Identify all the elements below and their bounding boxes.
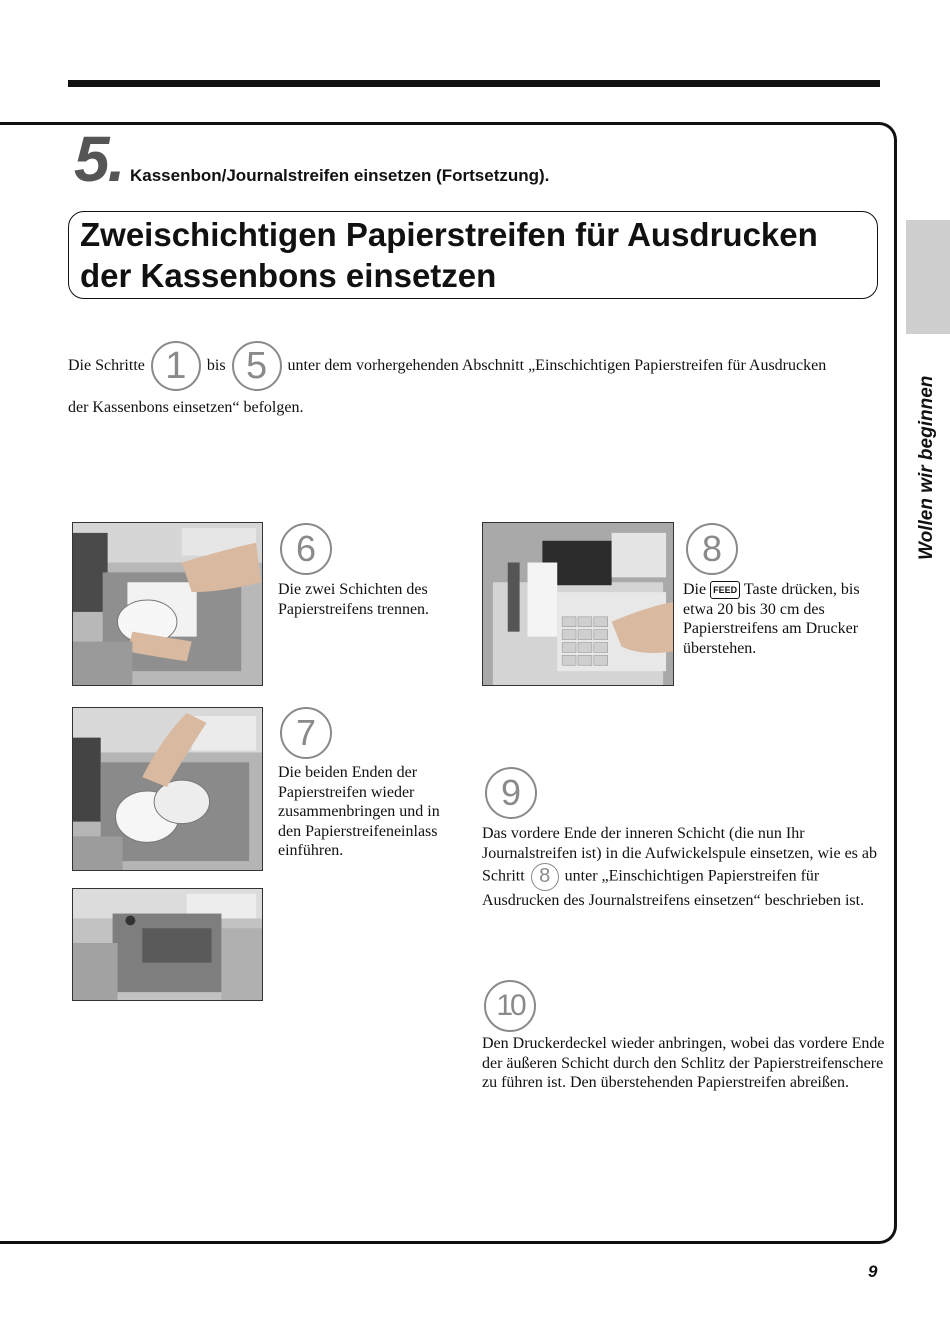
step-ref-1-icon: 1 [151, 341, 201, 391]
step-9-text-1: Das vordere Ende der inneren Schicht (die nun Ihr Journalstreifen ist) in die Aufwickelspule einsetzen, wie es ab Schritt [482, 825, 877, 885]
step-8-text [683, 580, 888, 658]
step-6-number-icon: 6 [280, 523, 332, 575]
step-10-text: Den Druckerdeckel wieder anbringen, wobei das vordere Ende der äußeren Schicht durch den Schlitz der Papierstreifenschere zu führen ist. Den überstehenden Papierstreifen abreißen. [482, 1035, 885, 1091]
intro-text-4: der Kassenbons einsetzen“ befolgen. [68, 399, 304, 416]
step-8-text-pre: Die [683, 581, 707, 598]
intro-paragraph [68, 334, 888, 418]
intro-line-1 [68, 334, 888, 398]
section-number: 5. [74, 123, 124, 195]
step-7-number-icon: 7 [280, 707, 332, 759]
photo-printer-closeup [72, 888, 263, 1001]
step-9-number-icon: 9 [485, 767, 537, 819]
step-8-number-icon: 8 [686, 523, 738, 575]
photo-step-7 [72, 707, 263, 871]
top-rule [68, 80, 880, 87]
side-tab-label: Wollen wir beginnen [916, 375, 937, 560]
feed-key-icon: FEED [710, 581, 740, 599]
heading-line-1: Zweischichtigen Papierstreifen für Ausdrucken [80, 216, 818, 253]
page-heading [80, 214, 880, 296]
heading-line-2: der Kassenbons einsetzen [80, 257, 497, 294]
step-ref-5-icon: 5 [232, 341, 282, 391]
step-7-text: Die beiden Enden der Papierstreifen wieder zusammenbringen und in den Papierstreifeneinlass einführen. [278, 764, 440, 859]
intro-text-2: bis [206, 357, 226, 374]
intro-text-1: Die Schritte [68, 357, 145, 374]
step-6-text: Die zwei Schichten des Papierstreifens trennen. [278, 581, 430, 618]
intro-text-3: unter dem vorhergehenden Abschnitt „Einschichtigen Papierstreifen für Ausdrucken [287, 357, 827, 374]
step-ref-8-icon: 8 [531, 863, 559, 891]
photo-step-6 [72, 522, 263, 686]
page-number: 9 [868, 1262, 878, 1281]
step-9-text [482, 824, 892, 911]
step-9-text-2: unter „Einschichtigen Papierstreifen für Ausdrucken des Journalstreifens einsetzen“ beschrieben ist. [482, 867, 865, 909]
step-8-text-post: Taste drücken, bis etwa 20 bis 30 cm des Papierstreifens am Drucker überstehen. [683, 581, 860, 657]
photo-step-8 [482, 522, 674, 686]
step-10-number-icon: 10 [484, 980, 536, 1032]
section-title: Kassenbon/Journalstreifen einsetzen (Fortsetzung). [130, 166, 550, 185]
